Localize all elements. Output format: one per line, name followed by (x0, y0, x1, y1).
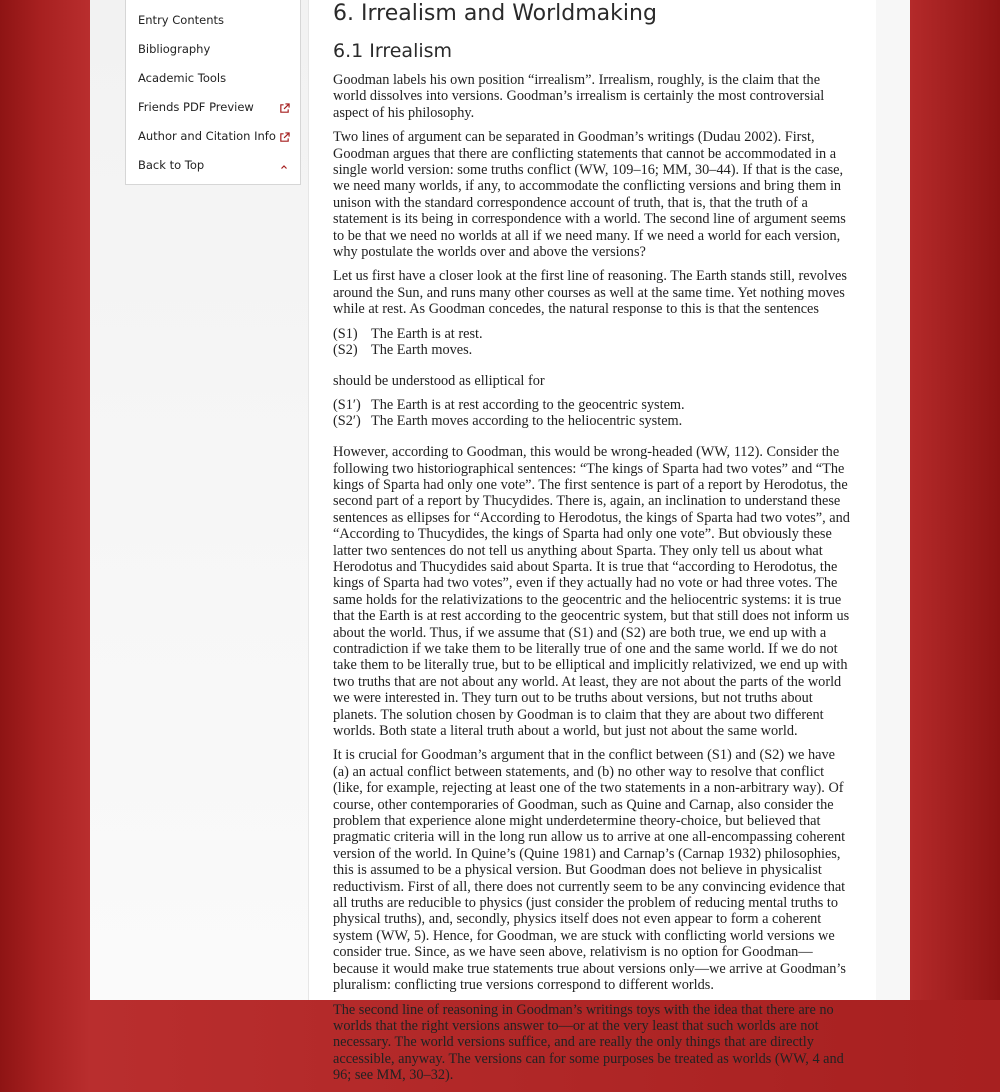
example-text: The Earth is at rest according to the geocentric system. (371, 397, 685, 414)
nav-label: Academic Tools (138, 71, 227, 85)
paragraph: It is crucial for Goodman’s argument that in the conflict between (S1) and (S2) we have (a) an actual conflict between statements, and (b) no other way to resolve that conflict (like, for example, rejecting at least one of the two statements in a non-arbitrary way). Of course, other contemporaries of Goodman, such as Quine and Carnap, also consider the problem that experience alone might underdetermine theory-choice, but believed that pragmatic criteria will in the long run allow us to arrive at one all-encompassing coherent version of the world. In Quine’s (Quine 1981) and Carnap’s (Carnap 1932) philosophies, this is assumed to be a physical version. But Goodman does not believe in physicalist reductivism. First of all, there does not currently seem to be any convincing evidence that all truths are reducible to physics (just consider the problem of reducing mental truths to physical truths), and, secondly, physics itself does not even appear to form a coherent system (WW, 5). Hence, for Goodman, we are stuck with conflicting world versions we consider true. Since, as we have seen above, relativism is no option for Goodman—because it would make true statements true about versions only—we arrive at Goodman’s pluralism: conflicting true versions correspond to different worlds. (333, 747, 846, 994)
paragraph: Let us first have a closer look at the first line of reasoning. The Earth stands still, revolves around the Sun, and runs many other courses as well at the same time. Yet nothing moves while at rest. As Goodman concedes, the natural response to this is that the sentences (333, 268, 847, 318)
right-margin (876, 0, 910, 1000)
page (90, 0, 910, 1084)
example-text: The Earth is at rest. (371, 325, 483, 342)
external-link-icon (279, 99, 293, 113)
article-body (333, 72, 851, 1092)
sidebar-column (90, 0, 308, 1000)
example-row (333, 413, 851, 429)
paragraph: Two lines of argument can be separated in Goodman’s writings (Dudau 2002). First, Goodman argues that there are conflicting statements that cannot be accommodated in a single world version: some truths conflict (WW, 109–16; MM, 30–44). If that is the case, we need many worlds, if any, to accommodate the conflicting versions and bring them in unison with the standard correspondence account of truth, that is, that the truth of a statement is its being in correspondence with a world. The second line of argument seems to be that we need no worlds at all if we need many. If we need a world for each version, why postulate the worlds over and above the versions? (333, 129, 846, 261)
nav-label: Bibliography (138, 42, 211, 56)
subsection-title: 6.1 Irrealism (333, 40, 453, 62)
entry-navigation (125, 0, 301, 185)
nav-entry-contents[interactable] (138, 9, 293, 31)
example-list (333, 326, 851, 358)
nav-back-to-top[interactable] (138, 154, 293, 176)
example-label: (S2) (333, 341, 358, 358)
external-link-icon (279, 128, 293, 142)
example-label: (S2′) (333, 413, 361, 430)
nav-friends-pdf-preview[interactable] (138, 96, 293, 118)
paragraph: The second line of reasoning in Goodman’s writings toys with the idea that there are no worlds that the right versions answer to—or at the very least that such worlds are not necessary. The world versions suffice, and are really the only things that are directly accessible, anyway. The versions can for some purposes be treated as worlds (WW, 4 and 96; see MM, 30–32). (333, 1001, 844, 1084)
example-text: The Earth moves according to the heliocentric system. (371, 413, 683, 430)
nav-label: Friends PDF Preview (138, 100, 254, 114)
paragraph: should be understood as elliptical for (333, 372, 545, 389)
nav-academic-tools[interactable] (138, 67, 293, 89)
example-label: (S1) (333, 325, 358, 342)
nav-author-citation-info[interactable] (138, 125, 293, 147)
nav-label: Entry Contents (138, 13, 224, 27)
section-title: 6. Irrealism and Worldmaking (333, 1, 657, 26)
chevron-up-icon (279, 157, 293, 171)
background-right (910, 0, 1000, 1000)
paragraph: Goodman labels his own position “irrealism”. Irrealism, roughly, is the claim that the world dissolves into versions. Goodman’s irrealism is certainly the most controversial aspect of his philosophy. (333, 72, 825, 121)
example-row (333, 397, 851, 413)
example-row (333, 326, 851, 342)
example-row (333, 342, 851, 358)
example-text: The Earth moves. (371, 341, 473, 358)
paragraph: However, according to Goodman, this would be wrong-headed (WW, 112). Consider the following two historiographical sentences: “The kings of Sparta had two votes” and “The kings of Sparta had only one vote”. The first sentence is part of a report by Herodotus, the second part of a report by Thucydides. There is, again, an inclination to understand these sentences as ellipses for “According to Herodotus, the kings of Sparta had two votes”, and “According to Thucydides, the kings of Sparta had only one vote”. But obviously these latter two sentences do not tell us anything about Sparta. They only tell us about what Herodotus and Thucydides said about Sparta. It is true that “according to Herodotus, the kings of Sparta had two votes”, even if they actually had no vote or had three votes. The same holds for the relativizations to the geocentric and the heliocentric systems: it is true that the Earth is at rest according to the geocentric system, but that still does not inform us about the world. Thus, if we assume that (S1) and (S2) are both true, we end up with a contradiction if we take them to be literally true of one and the same world. If we do not take them to be literally true, but to be elliptical and implicitly relativized, we end up with two truths that are not about any world. At least, they are not about the parts of the world we were interested in. They turn out to be truths about versions, but not truths about planets. The solution chosen by Goodman is to claim that they are about two different worlds. Both state a literal truth about a world, but just not about the same world. (333, 444, 850, 739)
nav-bibliography[interactable] (138, 38, 293, 60)
example-list (333, 397, 851, 429)
example-label: (S1′) (333, 397, 361, 414)
nav-label: Back to Top (138, 158, 205, 172)
nav-label: Author and Citation Info (138, 129, 276, 143)
